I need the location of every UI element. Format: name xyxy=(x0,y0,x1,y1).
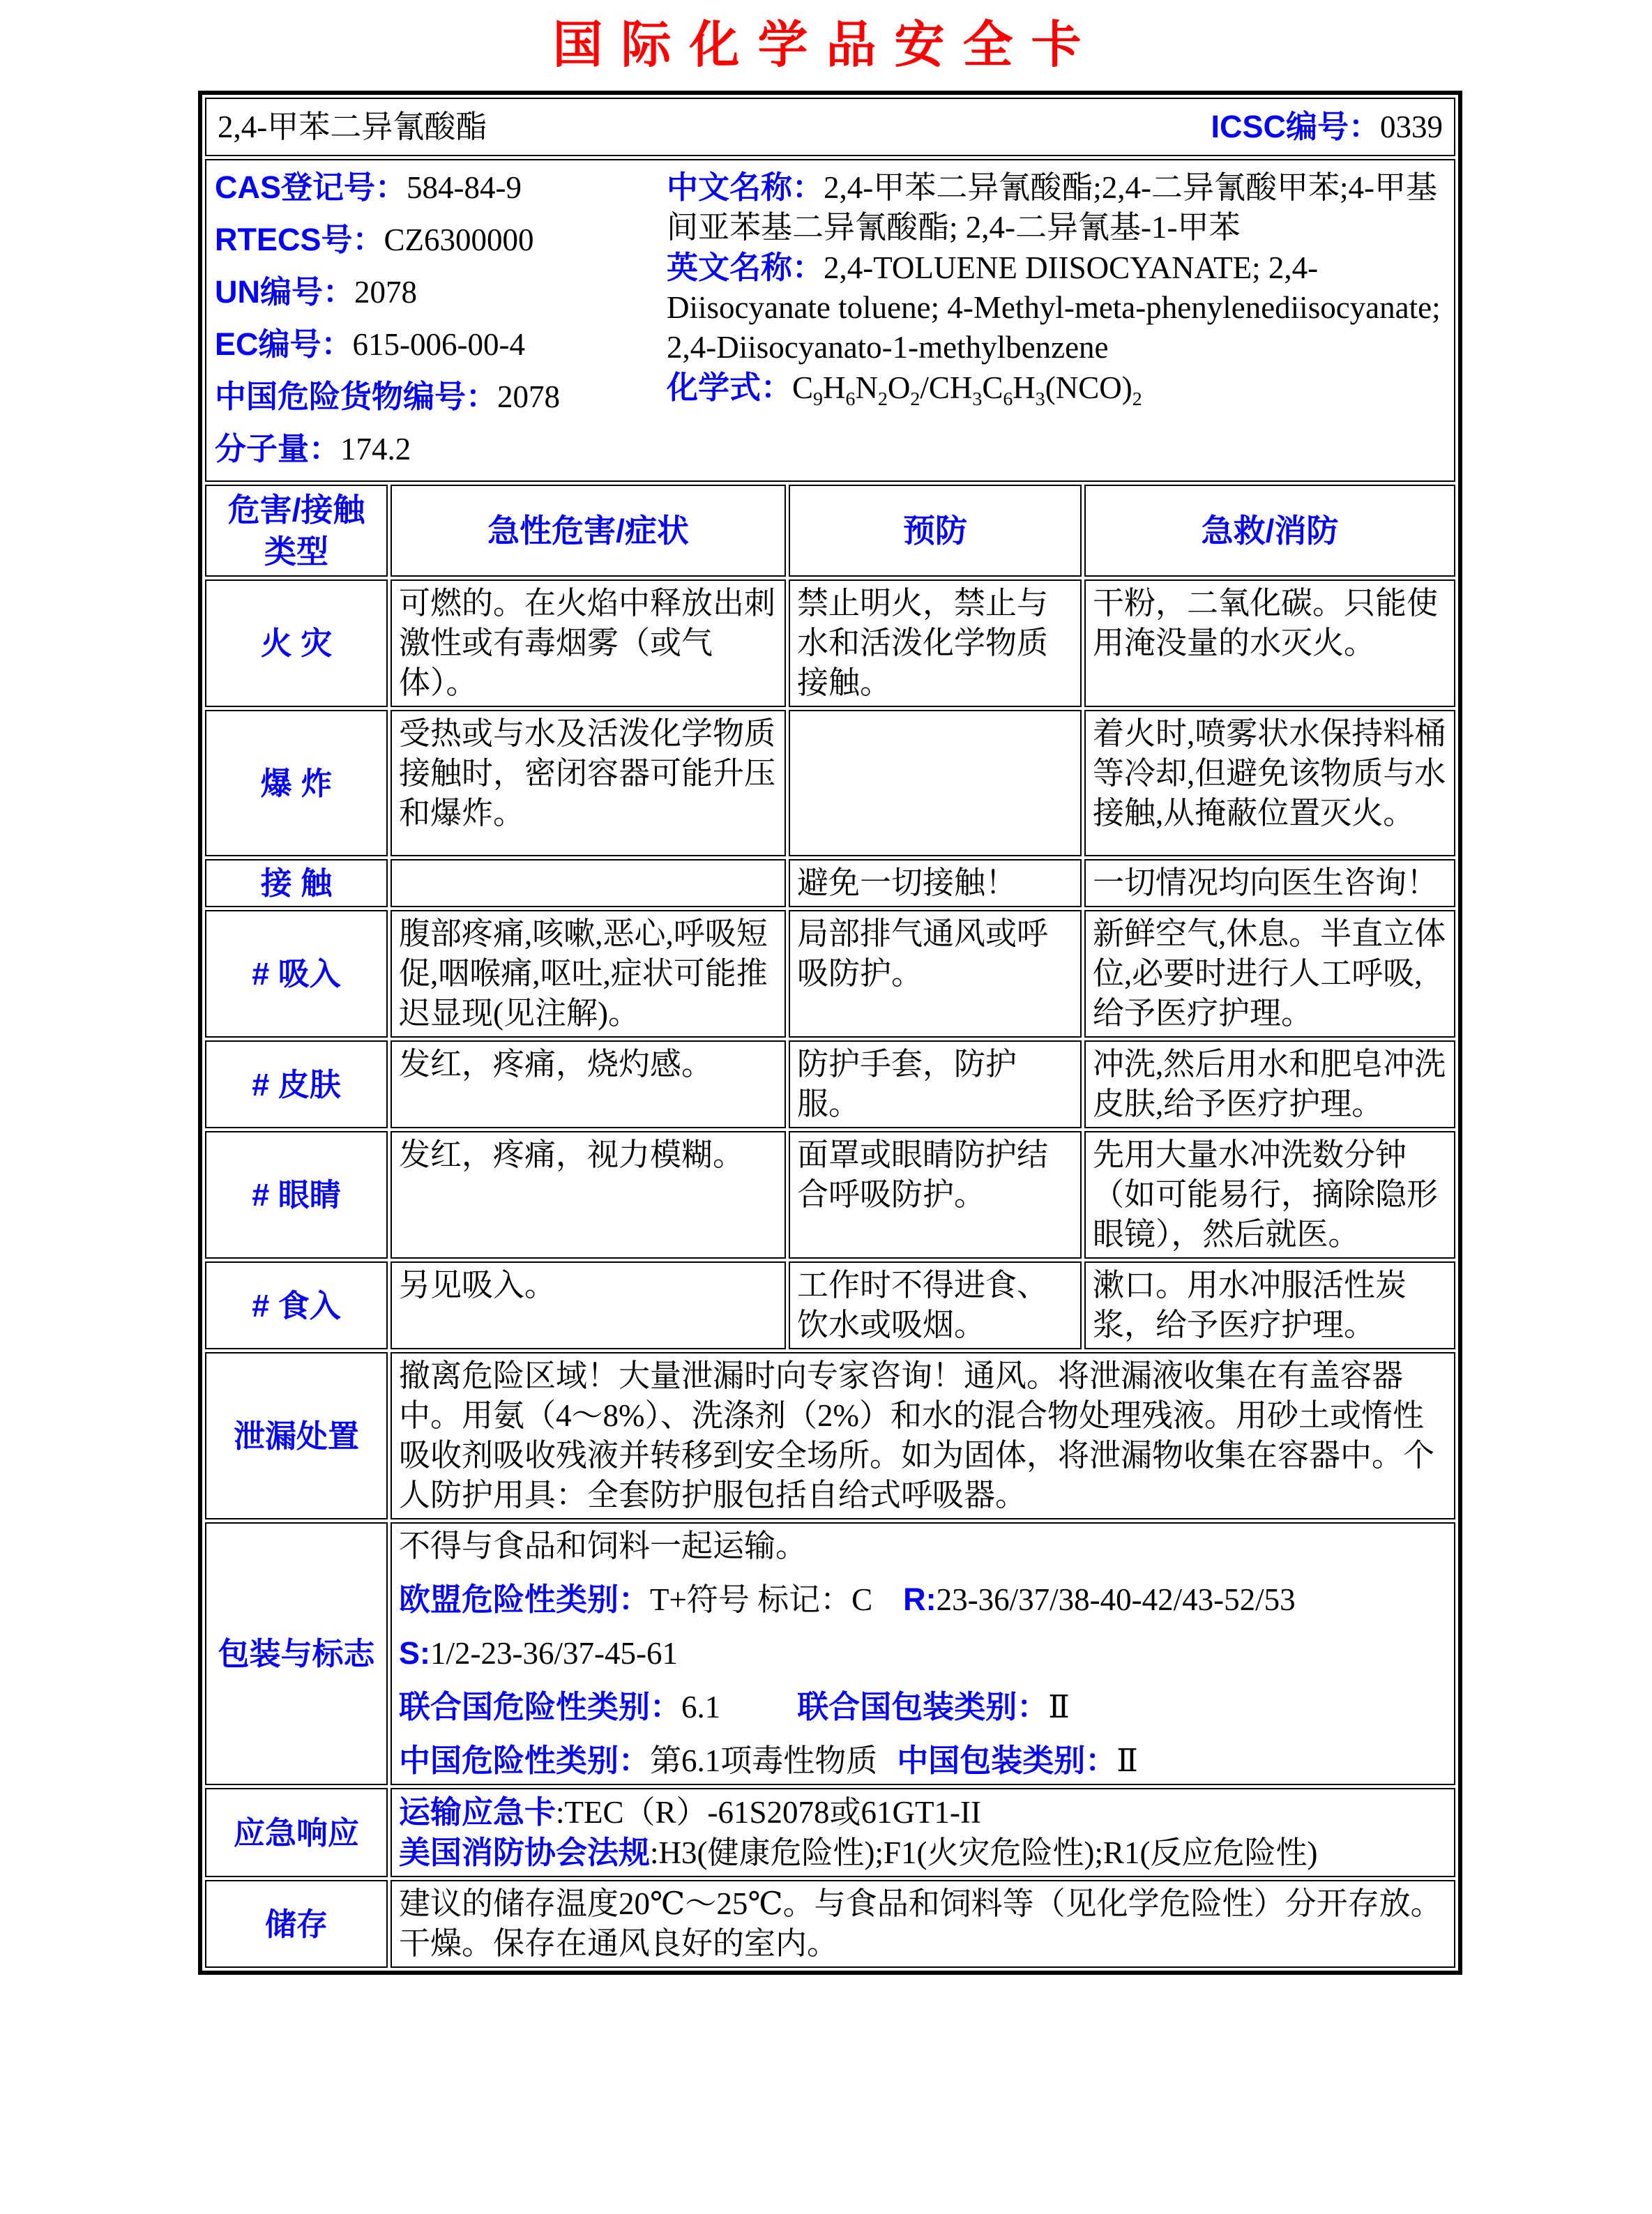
cas-number-line xyxy=(215,167,667,208)
rtecs-label: RTECS号： xyxy=(215,222,384,257)
molecular-weight-line xyxy=(215,429,667,469)
un-pack-group-label: 联合国包装类别： xyxy=(797,1689,1049,1724)
tec-card-value: :TEC（R）-61S2078或61GT1-II xyxy=(556,1795,981,1830)
icsc-number: 0339 xyxy=(1380,109,1443,144)
english-name-paragraph xyxy=(667,248,1446,367)
ec-value: 615-006-00-4 xyxy=(352,327,525,362)
china-dg-value: 2078 xyxy=(497,379,561,414)
row-explosion-type: 爆 炸 xyxy=(205,710,388,856)
molecular-weight-value: 174.2 xyxy=(340,432,411,467)
un-pack-group-value: Ⅱ xyxy=(1048,1690,1070,1724)
packaging-transport-note: 不得与食品和饲料一起运输。 xyxy=(399,1529,808,1563)
safety-card xyxy=(198,91,1462,1975)
icsc-number-group xyxy=(1211,107,1443,147)
row-eyes-first-aid: 先用大量水冲洗数分钟（如可能易行，摘除隐形眼镜），然后就医。 xyxy=(1084,1131,1455,1259)
eu-class-value: T+符号 标记：C xyxy=(650,1582,873,1617)
formula-paragraph xyxy=(667,367,1446,408)
row-ingestion-symptoms: 另见吸入。 xyxy=(391,1261,786,1349)
emergency-tec-line xyxy=(399,1792,1447,1833)
un-hazard-class-value: 6.1 xyxy=(681,1690,721,1724)
row-storage-label: 储存 xyxy=(205,1880,388,1968)
row-packaging-label: 包装与标志 xyxy=(205,1522,388,1785)
header-prevention: 预防 xyxy=(789,485,1082,577)
un-hazard-class-label: 联合国危险性类别： xyxy=(399,1689,682,1724)
row-spill-text: 撤离危险区域！大量泄漏时向专家咨询！通风。将泄漏液收集在有盖容器中。用氨（4～8%）、洗涤剂（2%）和水的混合物处理残液。用砂土或惰性吸收剂吸收残液并转移到安全场所。如为固体，将泄漏物收集在容器中。个人防护用具：全套防护服包括自给式呼吸器。 xyxy=(391,1352,1455,1519)
china-dg-label: 中国危险货物编号： xyxy=(215,379,498,414)
s-phrases-label: S: xyxy=(399,1635,430,1671)
row-contact-prevention: 避免一切接触！ xyxy=(789,859,1082,907)
row-fire-prevention: 禁止明火，禁止与水和活泼化学物质接触。 xyxy=(789,579,1082,707)
row-eyes-symptoms: 发红，疼痛，视力模糊。 xyxy=(391,1131,786,1259)
un-value: 2078 xyxy=(354,275,417,310)
card-header-row xyxy=(205,98,1455,156)
row-fire-symptoms: 可燃的。在火焰中释放出刺激性或有毒烟雾（或气体）。 xyxy=(391,579,786,707)
page-title: 国际化学品安全卡 xyxy=(552,15,1100,74)
cn-pack-group-label: 中国包装类别： xyxy=(897,1743,1117,1778)
molecular-weight-label: 分子量： xyxy=(215,431,341,467)
nfpa-code-value: :H3(健康危险性);F1(火灾危险性);R1(反应危险性) xyxy=(650,1835,1318,1870)
eu-class-label: 欧盟危险性类别： xyxy=(399,1582,651,1617)
row-contact-symptoms xyxy=(391,859,786,907)
r-phrases-label: R: xyxy=(903,1582,937,1617)
packaging-eu-line xyxy=(399,1579,1447,1620)
un-number-line xyxy=(215,272,667,312)
chemical-name: 2,4-甲苯二异氰酸酯 xyxy=(218,109,487,144)
row-inhalation-symptoms: 腹部疼痛,咳嗽,恶心,呼吸短促,咽喉痛,呕吐,症状可能推迟显现(见注解)。 xyxy=(391,910,786,1038)
r-phrases-value: 23-36/37/38-40-42/43-52/53 xyxy=(936,1582,1296,1617)
nfpa-code-label: 美国消防协会法规 xyxy=(399,1835,651,1870)
row-skin-type: # 皮肤 xyxy=(205,1040,388,1128)
row-ingestion-first-aid: 漱口。用水冲服活性炭浆，给予医疗护理。 xyxy=(1084,1261,1455,1349)
identification-section xyxy=(205,159,1455,482)
un-label: UN编号： xyxy=(215,274,354,310)
s-phrases-value: 1/2-23-36/37-45-61 xyxy=(430,1636,678,1671)
cn-hazard-class-label: 中国危险性类别： xyxy=(399,1743,651,1778)
row-contact-first-aid: 一切情况均向医生咨询！ xyxy=(1084,859,1455,907)
row-skin-first-aid: 冲洗,然后用水和肥皂冲洗皮肤,给予医疗护理。 xyxy=(1084,1040,1455,1128)
english-name-label: 英文名称： xyxy=(667,250,824,285)
ec-label: EC编号： xyxy=(215,326,353,362)
row-ingestion-type: # 食入 xyxy=(205,1261,388,1349)
row-storage-text: 建议的储存温度20℃～25℃。与食品和饲料等（见化学危险性）分开存放。干燥。保存在通风良好的室内。 xyxy=(391,1880,1455,1968)
cas-value: 584-84-9 xyxy=(407,170,522,205)
chinese-name-label: 中文名称： xyxy=(667,169,824,205)
packaging-cn-line xyxy=(399,1741,1447,1781)
row-explosion-first-aid: 着火时,喷雾状水保持料桶等冷却,但避免该物质与水接触,从掩蔽位置灭火。 xyxy=(1084,710,1455,856)
ec-number-line xyxy=(215,324,667,365)
row-ingestion-prevention: 工作时不得进食、饮水或吸烟。 xyxy=(789,1261,1082,1349)
identifier-list xyxy=(215,167,667,473)
row-skin-prevention: 防护手套，防护服。 xyxy=(789,1040,1082,1128)
chinese-name-value: 2,4-甲苯二异氰酸酯;2,4-二异氰酸甲苯;4-甲基间亚苯基二异氰酸酯; 2,4-二异氰基-1-甲苯 xyxy=(667,170,1437,245)
header-hazard-type: 危害/接触 类型 xyxy=(205,485,388,577)
packaging-s-line xyxy=(399,1633,1447,1674)
row-inhalation-first-aid: 新鲜空气,休息。半直立体位,必要时进行人工呼吸,给予医疗护理。 xyxy=(1084,910,1455,1038)
row-inhalation-type: # 吸入 xyxy=(205,910,388,1038)
row-explosion-symptoms: 受热或与水及活泼化学物质接触时，密闭容器可能升压和爆炸。 xyxy=(391,710,786,856)
row-contact-type: 接 触 xyxy=(205,859,388,907)
formula-value: $C_9H_6N_2O_2/CH_3C_6H_3(NCO)_2$ xyxy=(792,370,1142,410)
row-spill-label: 泄漏处置 xyxy=(205,1352,388,1519)
cn-hazard-class-value: 第6.1项毒性物质 xyxy=(650,1743,878,1778)
rtecs-value: CZ6300000 xyxy=(384,222,534,257)
row-eyes-type: # 眼睛 xyxy=(205,1131,388,1259)
row-fire-first-aid: 干粉，二氧化碳。只能使用淹没量的水灭火。 xyxy=(1084,579,1455,707)
chinese-name-paragraph xyxy=(667,167,1446,248)
row-skin-symptoms: 发红，疼痛，烧灼感。 xyxy=(391,1040,786,1128)
header-acute-hazards: 急性危害/症状 xyxy=(391,485,786,577)
cas-label: CAS登记号： xyxy=(215,169,407,205)
china-dg-number-line xyxy=(215,377,667,417)
emergency-nfpa-line xyxy=(399,1833,1447,1873)
icsc-label: ICSC编号： xyxy=(1211,109,1380,144)
tec-card-label: 运输应急卡 xyxy=(399,1794,556,1830)
english-name-value: 2,4-TOLUENE DIISOCYANATE; 2,4-Diisocyanate toluene; 4-Methyl-meta-phenylenediisocyanate; 2,4-Diisocyanato-1-methylbenzene xyxy=(667,250,1441,365)
row-emergency-content xyxy=(391,1788,1455,1877)
row-explosion-prevention xyxy=(789,710,1082,856)
row-inhalation-prevention: 局部排气通风或呼吸防护。 xyxy=(789,910,1082,1038)
names-block xyxy=(667,167,1446,473)
header-first-aid: 急救/消防 xyxy=(1084,485,1455,577)
formula-label: 化学式： xyxy=(667,370,793,405)
row-fire-type: 火 灾 xyxy=(205,579,388,707)
row-packaging-content xyxy=(391,1522,1455,1785)
packaging-un-line xyxy=(399,1687,1447,1727)
row-eyes-prevention: 面罩或眼睛防护结合呼吸防护。 xyxy=(789,1131,1082,1259)
rtecs-number-line xyxy=(215,220,667,260)
cn-pack-group-value: Ⅱ xyxy=(1116,1743,1138,1778)
row-emergency-label: 应急响应 xyxy=(205,1788,388,1877)
